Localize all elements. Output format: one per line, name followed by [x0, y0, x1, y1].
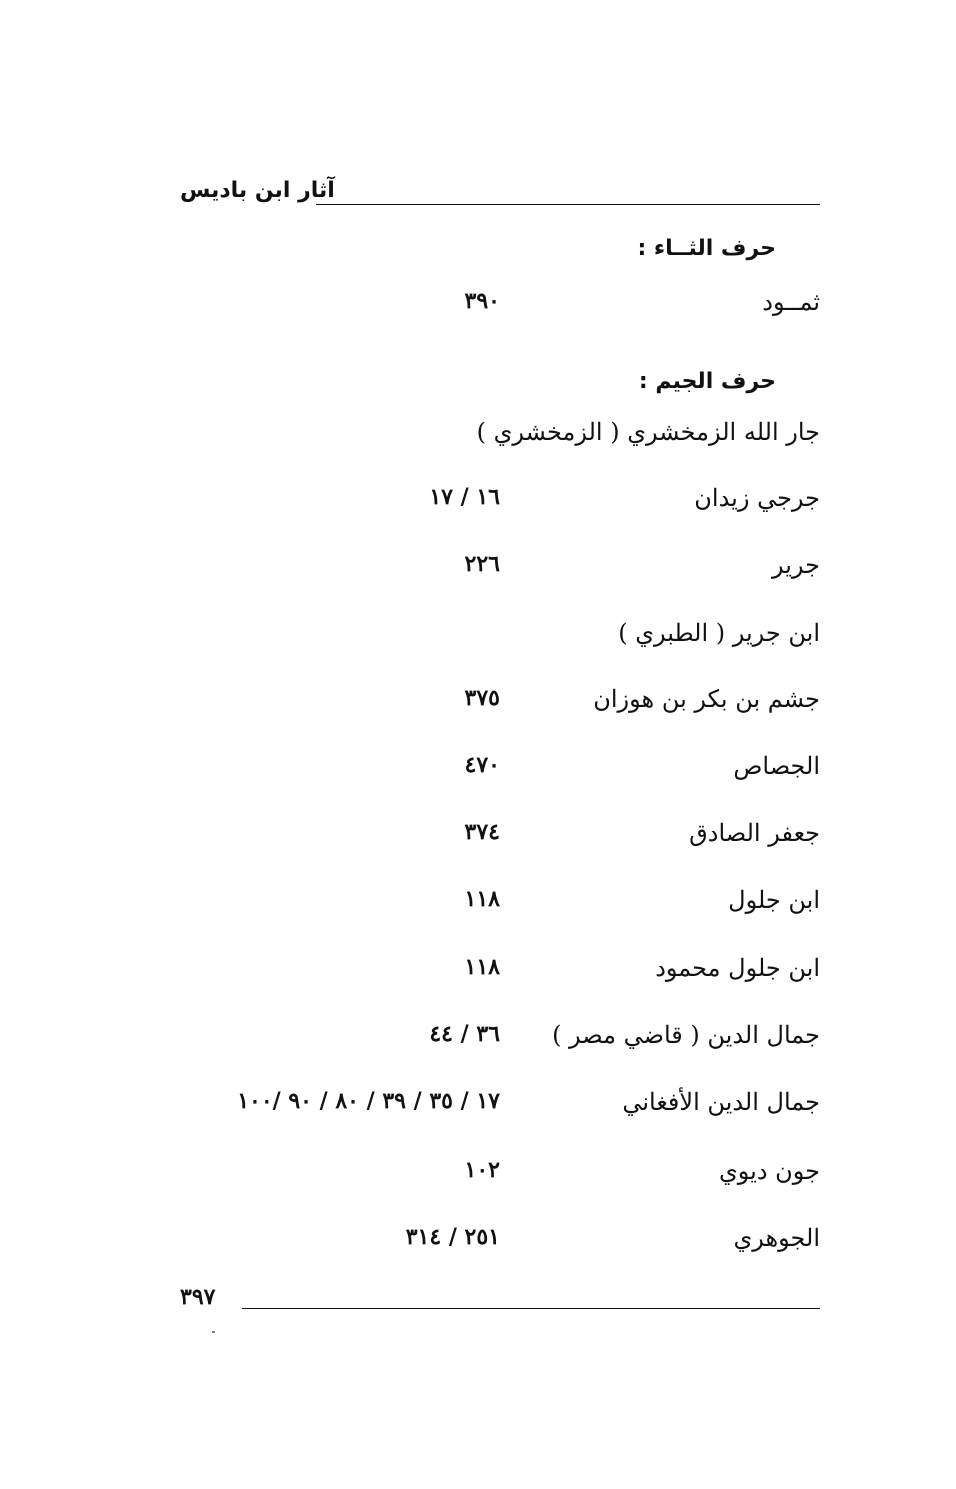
index-entry — [160, 1021, 820, 1061]
index-entry — [160, 484, 820, 524]
index-entry — [160, 1088, 820, 1128]
entry-pages: ١٧ / ٣٥ / ٣٩ / ٨٠ / ٩٠ /١٠٠ — [237, 1088, 500, 1114]
entry-pages: ٤٧٠ — [464, 752, 500, 778]
entry-name: ثمــود — [762, 288, 820, 316]
entry-pages: ١٠٢ — [464, 1157, 500, 1183]
entry-name: جون ديوي — [718, 1157, 820, 1185]
entry-pages: ٣٩٠ — [464, 288, 500, 314]
section-heading-tha: حرف الثــاء : — [637, 236, 776, 261]
index-entry — [160, 819, 820, 859]
entry-name: الجوهري — [733, 1224, 820, 1252]
entry-name: جار الله الزمخشري ( الزمخشري ) — [476, 418, 820, 446]
running-header-title: آثار ابن باديس — [180, 178, 335, 203]
entry-pages: ٣٧٤ — [464, 819, 500, 845]
index-entry — [160, 288, 820, 328]
entry-pages: ١١٨ — [464, 886, 500, 912]
entry-name: ابن جرير ( الطبري ) — [618, 619, 820, 647]
index-entry — [160, 1157, 820, 1197]
index-entry — [160, 752, 820, 792]
entry-name: جرير — [772, 551, 820, 579]
entry-pages: ٢٢٦ — [464, 551, 500, 577]
entry-name: جعفر الصادق — [689, 819, 820, 847]
entry-name: جمال الدين ( قاضي مصر ) — [552, 1021, 820, 1049]
entry-name: جرجي زيدان — [694, 484, 820, 512]
index-entry — [160, 418, 820, 458]
index-entry — [160, 551, 820, 591]
footer-rule — [242, 1308, 820, 1309]
entry-name: الجصاص — [733, 752, 820, 780]
page-footer — [180, 1284, 820, 1316]
index-entry — [160, 619, 820, 659]
entry-pages: ٣٦ / ٤٤ — [429, 1021, 500, 1047]
entry-pages: ٢٥١ / ٣١٤ — [405, 1224, 500, 1250]
index-entry — [160, 1224, 820, 1264]
entry-name: جمال الدين الأفغاني — [622, 1088, 820, 1116]
entry-name: جشم بن بكر بن هوزان — [593, 685, 820, 713]
entry-pages: ١١٨ — [464, 954, 500, 980]
entry-name: ابن جلول — [728, 886, 820, 914]
index-entry — [160, 954, 820, 994]
running-header — [180, 178, 820, 210]
entry-pages: ١٦ / ١٧ — [429, 484, 500, 510]
section-heading-jim: حرف الجيم : — [638, 369, 776, 394]
scan-speck — [212, 1331, 215, 1333]
entry-name: ابن جلول محمود — [655, 954, 820, 982]
index-entry — [160, 685, 820, 725]
header-rule — [316, 204, 820, 205]
page-number: ٣٩٧ — [180, 1284, 216, 1310]
index-entry — [160, 886, 820, 926]
entry-pages: ٣٧٥ — [464, 685, 500, 711]
